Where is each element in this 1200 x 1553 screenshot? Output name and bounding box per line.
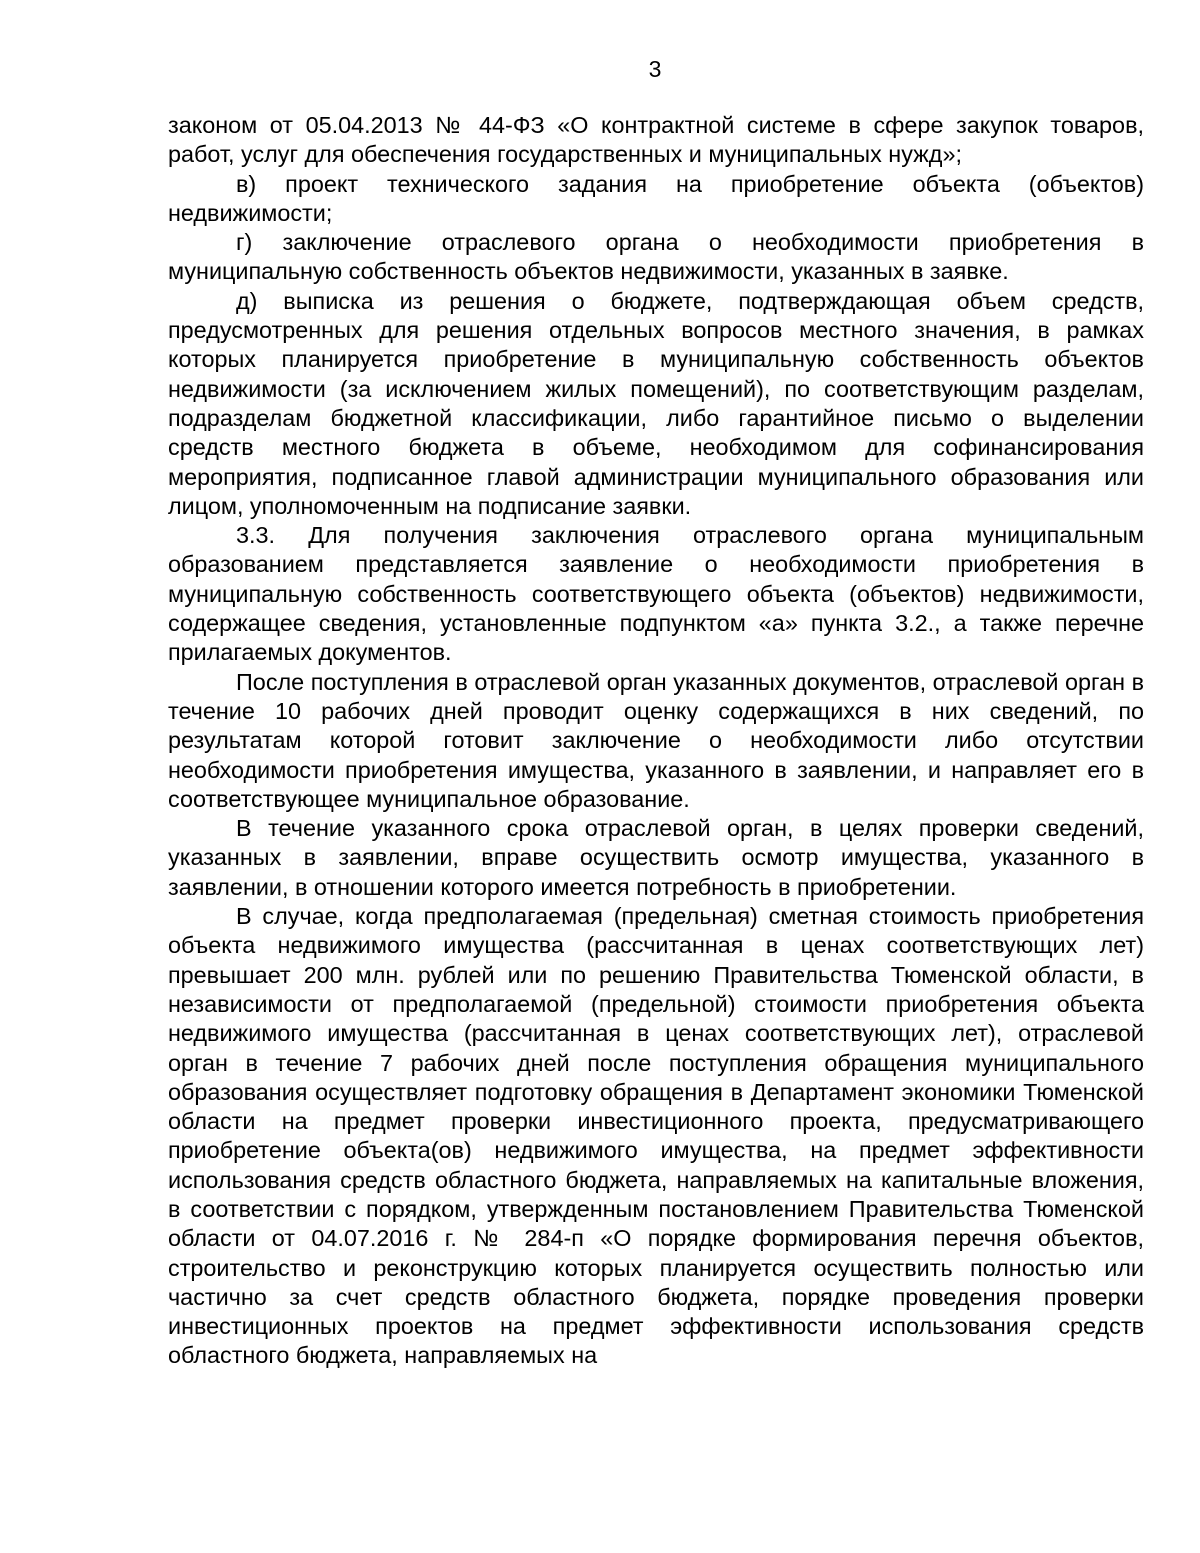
paragraph-investment-check: В случае, когда предполагаемая (предельная) сметная стоимость приобретения объекта недвижимого имущества (рассчитанная в ценах соответствующих лет) превышает 200 млн. рублей или по решению Правительства Тюменской области, в независимости от предполагаемой (предельной) стоимости приобретения объекта недвижимого имущества (рассчитанная в ценах соответствующих лет), отраслевой орган в течение 7 рабочих дней после поступления обращения муниципального образования осуществляет подготовку обращения в Департамент экономики Тюменской области на предмет проверки инвестиционного проекта, предусматривающего приобретение объекта(ов) недвижимого имущества, на предмет эффективности использования средств областного бюджета, направляемых на капитальные вложения, в соответствии с порядком, утвержденным постановлением Правительства Тюменской области от 04.07.2016 г. № 284-п «О порядке формирования перечня объектов, строительство и реконструкцию которых планируется осуществить полностью или частично за счет средств областного бюджета, порядке проведения проверки инвестиционных проектов на предмет эффективности использования средств областного бюджета, направляемых на <box>168 903 1144 1369</box>
paragraph-section-3-3: 3.3. Для получения заключения отраслевого органа муниципальным образованием представляется заявление о необходимости приобретения в муниципальную собственность соответствующего объекта (объектов) недвижимости, содержащее сведения, установленные подпунктом «а» пункта 3.2., а также перечне прилагаемых документов. <box>168 522 1144 666</box>
paragraph-continuation: законом от 05.04.2013 № 44-ФЗ «О контрактной системе в сфере закупок товаров, работ, услуг для обеспечения государственных и муниципальных нужд»; <box>168 112 1144 168</box>
paragraph-item-d: д) выписка из решения о бюджете, подтверждающая объем средств, предусмотренных для решения отдельных вопросов местного значения, в рамках которых планируется приобретение в муниципальную собственность объектов недвижимости (за исключением жилых помещений), по соответствующим разделам, подразделам бюджетной классификации, либо гарантийное письмо о выделении средств местного бюджета в объеме, необходимом для софинансирования мероприятия, подписанное главой администрации муниципального образования или лицом, уполномоченным на подписание заявки. <box>168 287 1144 519</box>
paragraph-inspection: В течение указанного срока отраслевой орган, в целях проверки сведений, указанных в заявлении, вправе осуществить осмотр имущества, указанного в заявлении, в отношении которого имеется потребность в приобретении. <box>168 815 1144 900</box>
paragraph-review-procedure: После поступления в отраслевой орган указанных документов, отраслевой орган в течение 10 рабочих дней проводит оценку содержащихся в них сведений, по результатам которой готовит заключение о необходимости либо отсутствии необходимости приобретения имущества, указанного в заявлении, и направляет его в соответствующее муниципальное образование. <box>168 668 1144 812</box>
paragraph-item-v: в) проект технического задания на приобретение объекта (объектов) недвижимости; <box>168 170 1144 226</box>
document-body <box>168 111 1144 1371</box>
paragraph-item-g: г) заключение отраслевого органа о необходимости приобретения в муниципальную собственность объектов недвижимости, указанных в заявке. <box>168 229 1144 285</box>
page-number: 3 <box>648 56 662 82</box>
